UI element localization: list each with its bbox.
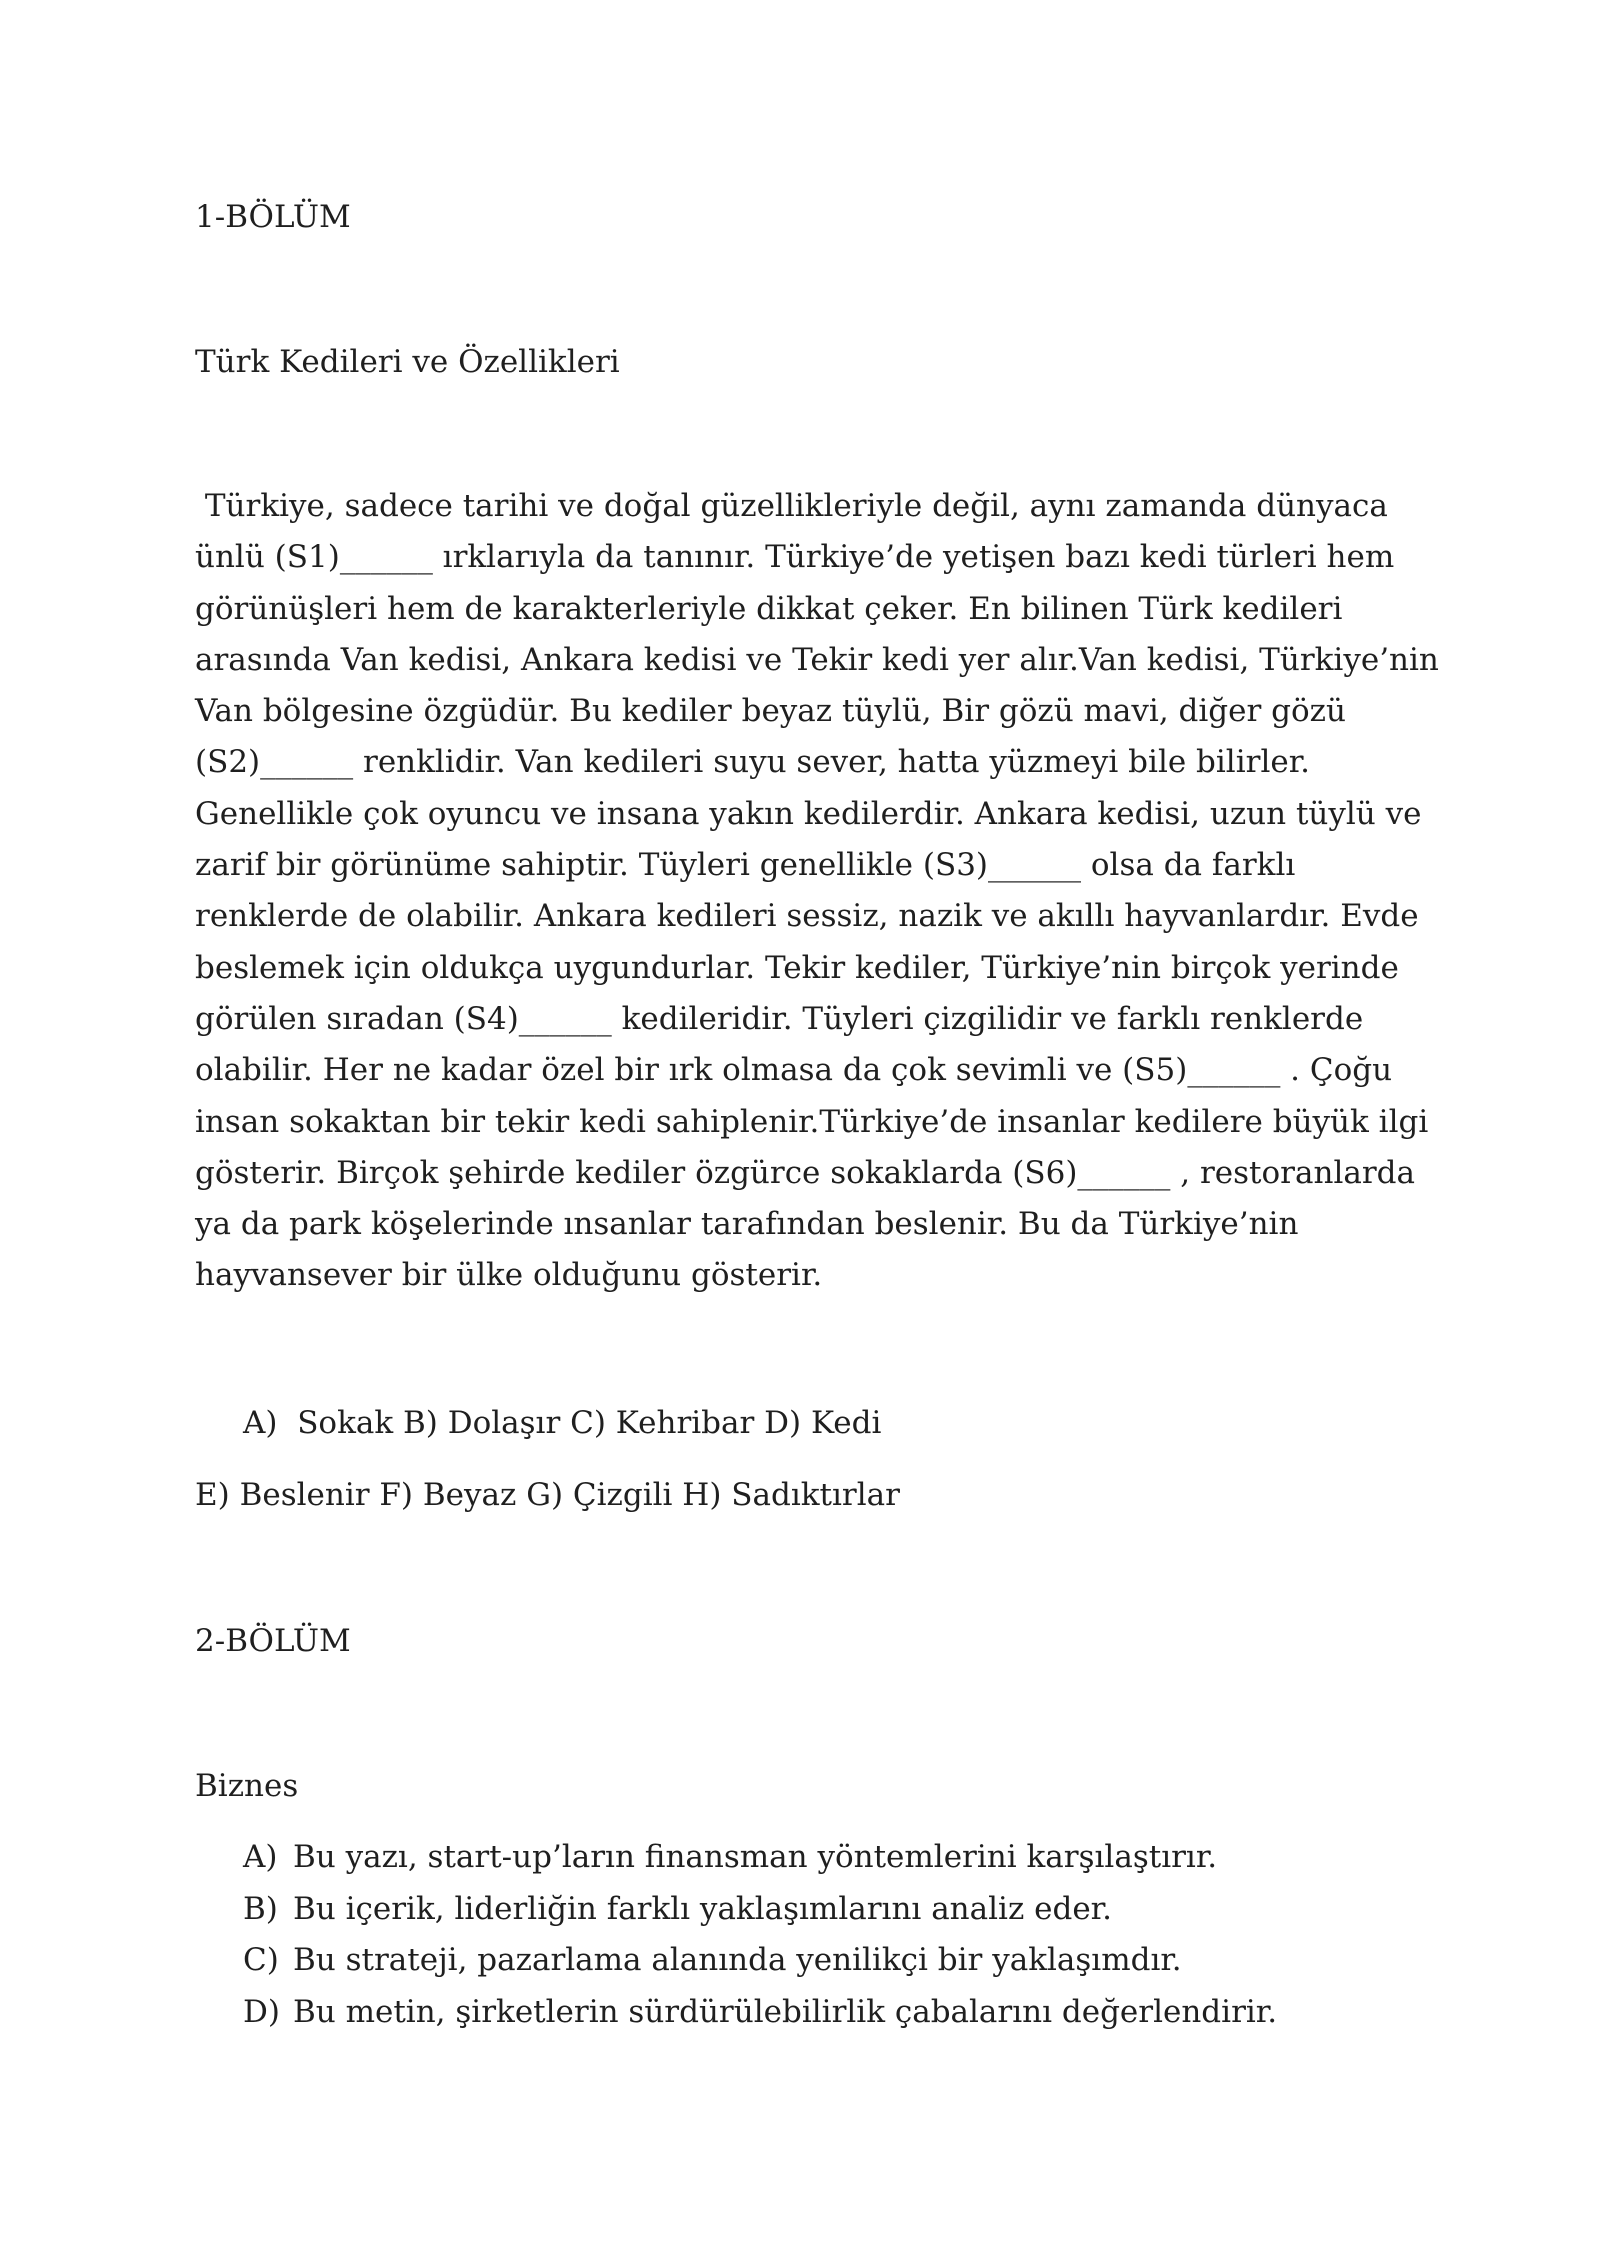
passage-line: Genellikle çok oyuncu ve insana yakın kedilerdir. Ankara kedisi, uzun tüylü ve	[195, 795, 1422, 832]
passage-line: beslemek için oldukça uygundurlar. Tekir kediler, Türkiye’nin birçok yerinde	[195, 949, 1399, 986]
section2-title: Biznes	[195, 1768, 299, 1804]
answer-choice	[243, 1832, 1277, 1884]
passage-line: ya da park köşelerinde ınsanlar tarafından beslenir. Bu da Türkiye’nin	[195, 1206, 1299, 1243]
passage-line: zarif bir görünüme sahiptir. Tüyleri genellikle (S3)______ olsa da farklı	[195, 847, 1296, 884]
choice-letter: B)	[243, 1890, 278, 1927]
choice-text: Bu yazı, start-up’ların finansman yöntemlerini karşılaştırır.	[293, 1839, 1218, 1875]
section1-title: Türk Kedileri ve Özellikleri	[195, 344, 620, 380]
passage-line: görünüşleri hem de karakterleriyle dikkat çeker. En bilinen Türk kedileri	[195, 590, 1343, 627]
choice-text: Bu metin, şirketlerin sürdürülebilirlik çabalarını değerlendirir.	[293, 1993, 1278, 2030]
choice-text: Bu strateji, pazarlama alanında yenilikçi bir yaklaşımdır.	[293, 1942, 1182, 1978]
passage-line: arasında Van kedisi, Ankara kedisi ve Tekir kedi yer alır.Van kedisi, Türkiye’nin	[195, 641, 1439, 678]
choice-letter: C)	[243, 1942, 279, 1978]
choice-text: Bu içerik, liderliğin farklı yaklaşımlarını analiz eder.	[293, 1890, 1112, 1927]
section2-heading: 2-BÖLÜM	[195, 1623, 351, 1659]
answer-choice	[243, 1884, 1277, 1936]
passage-line: görülen sıradan (S4)______ kedileridir. Tüyleri çizgilidir ve farklı renklerde	[195, 1000, 1364, 1037]
passage-line: (S2)______ renklidir. Van kedileri suyu sever, hatta yüzmeyi bile bilirler.	[195, 744, 1310, 781]
section1-heading: 1-BÖLÜM	[195, 199, 351, 235]
word-options-line-2: E) Beslenir F) Beyaz G) Çizgili H) Sadıktırlar	[195, 1477, 900, 1513]
choice-letter: A)	[243, 1839, 278, 1875]
passage-line: Van bölgesine özgüdür. Bu kediler beyaz tüylü, Bir gözü mavi, diğer gözü	[195, 693, 1346, 730]
passage-line: hayvansever bir ülke olduğunu gösterir.	[195, 1257, 823, 1294]
passage-line: gösterir. Birçok şehirde kediler özgürce sokaklarda (S6)______ , restoranlarda	[195, 1154, 1415, 1191]
answer-choices-list	[243, 1832, 1277, 2038]
passage-line: insan sokaktan bir tekir kedi sahiplenir.Türkiye’de insanlar kedilere büyük ilgi	[195, 1103, 1429, 1140]
choice-letter: D)	[243, 1993, 280, 2030]
word-options-line-1: A) Sokak B) Dolaşır C) Kehribar D) Kedi	[243, 1405, 882, 1441]
passage-line: olabilir. Her ne kadar özel bir ırk olmasa da çok sevimli ve (S5)______ . Çoğu	[195, 1052, 1393, 1089]
answer-choice	[243, 1935, 1277, 1987]
passage-line: renklerde de olabilir. Ankara kedileri sessiz, nazik ve akıllı hayvanlardır. Evde	[195, 898, 1419, 935]
answer-choice	[243, 1987, 1277, 2039]
passage-line: ünlü (S1)______ ırklarıyla da tanınır. Türkiye’de yetişen bazı kedi türleri hem	[195, 539, 1395, 576]
passage-paragraph	[195, 481, 1439, 1302]
passage-line: Türkiye, sadece tarihi ve doğal güzellikleriyle değil, aynı zamanda dünyaca	[195, 488, 1388, 524]
